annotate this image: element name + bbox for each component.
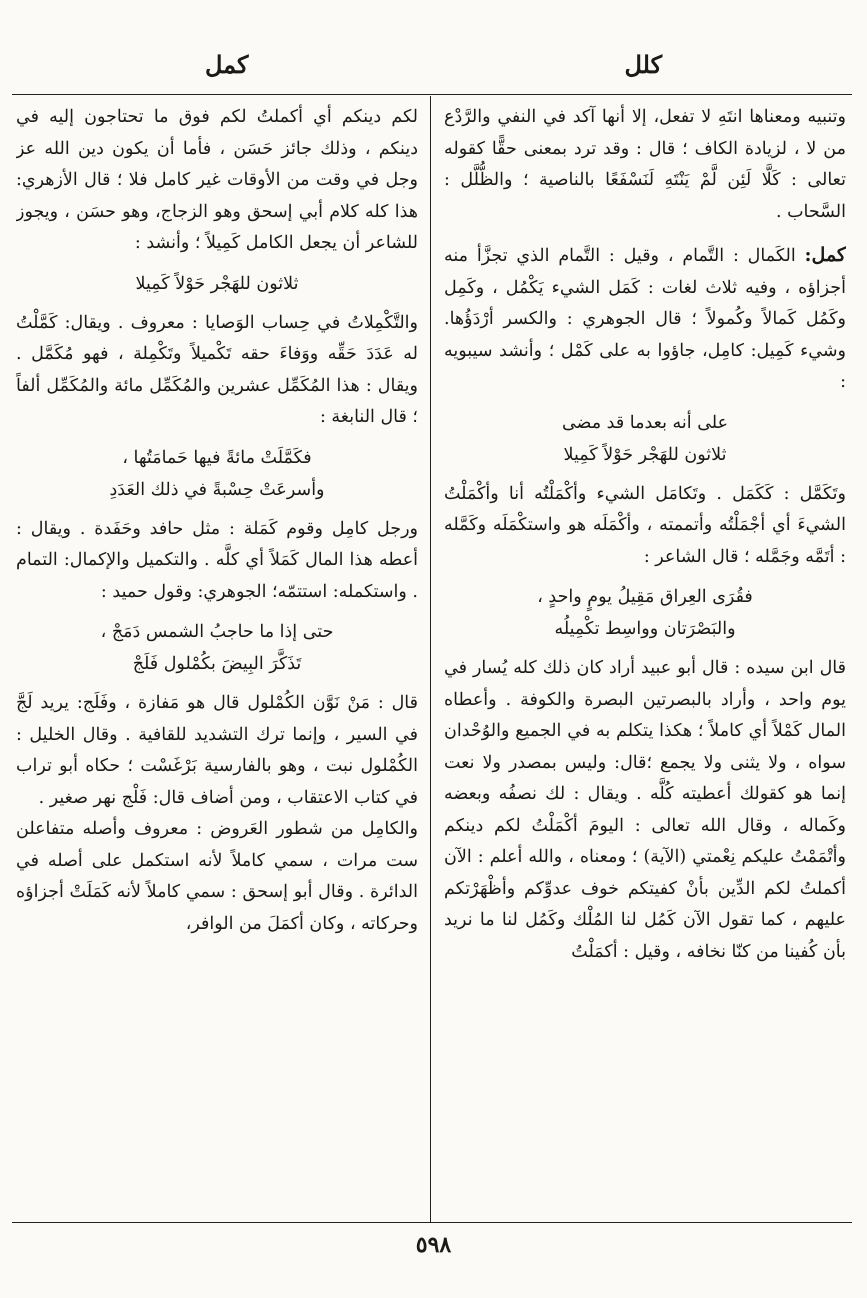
- paragraph: ورجل كامِل وقوم كَمَلة : مثل حافد وحَفَدة . ويقال : أعطه هذا المال كَمَلاً أي كلَّه . والتكميل والإكمال: التمام . واستكمله: استتمّه؛ الجوهري: وقول حميد :: [16, 518, 418, 602]
- verse-line: فكَمَّلَتْ مائةً فيها حَمامَتُها ،: [122, 447, 312, 468]
- paragraph: قال ابن سيده : قال أبو عبيد أراد كان ذلك كله يُسار في يوم واحد ، وأراد بالبصرتين البصرة والكوفة . وأعطاه المال كَمْلاً أي كاملاً ؛ هكذا يتكلم به في الجميع والوُحْدان سواه ، ولا يثنى ولا يجمع ؛قال: وليس بمصدر ولا نعت إنما هو كقولك أعطيته كُلَّه . ويقال : لك نصفُه وبعضه وكَماله ، وقال الله تعالى : اليومَ أكْمَلْتُ لكم دينكم وأتْمَمْتُ عليكم نِعْمتي (الآية) ؛ ومعناه ، والله أعلم : الآن أكملتُ لكم الدِّين بأنْ كفيتكم خوف عدوِّكم وأظْهَرْتكم عليهم ، كما تقول الآن كَمُل لنا المُلْك وكَمُل لنا ما نريد بأن كُفينا من كنّا نخافه ، وقيل : أكمَلْتُ: [444, 658, 846, 962]
- entry-paragraph: [444, 240, 846, 399]
- paragraph: والتَّكْمِلاتُ في حِساب الوَصايا : معروف . ويقال: كَمَّلْتُ له عَدَدَ حَقِّه ووَفاءَ حقه تَكْميلاً وتَكْمِلة ، فهو مُكَمَّل . ويقال : هذا المُكَمِّل عشرين والمُكَمِّل مائة والمُكَمِّل ألفاً ؛ قال النابغة :: [16, 312, 418, 427]
- paragraph: قال : مَنْ نَوَّن الكُمْلول قال هو مَفازة ، وفَلَج: يريد لَجَّ في السير ، وإنما ترك التشديد للقافية . وقال الخليل : الكُمْلول نبت ، وهو بالفارسية بَرْغَسْت ؛ حكاه أبو تراب في كتاب الاعتقاب ، ومن أضاف قال: فَلْج نهر صغير .: [16, 693, 418, 808]
- paragraph: وتنبيه ومعناها انتَهِ لا تفعل، إلا أنها آكد في النفي والرَّدْع من لا ، لزيادة الكاف ؛ قال : وقد ترد بمعنى حقًّا كقوله تعالى : كَلَّا لَئِن لَّمْ يَنْتَهِ لَنَسْفَعًا بالناصية ؛ والظُّلَّل : السَّحاب .: [444, 107, 846, 222]
- column-divider: [430, 96, 431, 1222]
- verse-line: على أنه بعدما قد مضى: [561, 412, 729, 433]
- right-column: [444, 102, 846, 1218]
- verse-block: [444, 407, 846, 471]
- footer-rule: [12, 1222, 852, 1223]
- verse-block: [16, 442, 418, 506]
- verse-line: والبَصْرَتان وواسِط تكْمِيلُه: [554, 619, 736, 639]
- paragraph: لكم دينكم أي أكملتُ لكم فوق ما تحتاجون إليه في دينكم ، وذلك جائز حَسَن ، فأما أن يكون دين الله عز وجل في وقت من الأوقات غير كامل فلا ؛ قال الأزهري: هذا كله كلام أبي إسحق وهو الزجاج، وهو حسَن ، ويجوز للشاعر أن يجعل الكامل كَمِيلاً ؛ وأنشد :: [16, 107, 418, 253]
- entry-text: الكَمال : التَّمام ، وقيل : التَّمام الذي تجزَّأ منه أجزاؤه ، وفيه ثلاث لغات : كَمَل الشيء يَكْمُل ، وكَمِل وكَمُل كَمالاً وكُمولاً ؛ قال الجوهري : والكسر أرْدَؤُها. وشيء كَمِيل: كامِل، جاؤوا به على كَمْل ؛ وأنشد سيبويه :: [444, 246, 846, 392]
- page-header: [0, 50, 867, 90]
- verse-block: [16, 616, 418, 680]
- verse-line: ثلاثون للهَجْر حَوْلاً كَمِيلا: [563, 444, 727, 465]
- paragraph: وتَكَمَّل : كَكَمَل . وتَكامَل الشيء وأكْمَلْتُه أنا وأكْمَلْتُ الشيءَ أي أجْمَلْتُه وأتممته ، وأكْمَلَه هو واستكْمَلَه وكَمَّله : أتَمَّه وجَمَّله ؛ قال الشاعر :: [444, 483, 846, 567]
- verse-block: [16, 268, 418, 300]
- verse-line: وأسرعَتْ حِسْبةً في ذلك العَدَدِ: [109, 479, 325, 500]
- page-number: ٥٩٨: [415, 1232, 452, 1258]
- entry-headword: كمل:: [804, 244, 846, 266]
- paragraph: والكامِل من شطور العَروض : معروف وأصله متفاعلن ست مرات ، سمي كاملاً لأنه استكمل على أصله في الدائرة . وقال أبو إسحق : سمي كاملاً لأنه كَمَلَتْ أجزاؤه وحركاته ، وكان أكمَلَ من الوافر،: [16, 819, 418, 934]
- verse-line: حتى إذا ما حاجبُ الشمس دَمَجْ ،: [100, 622, 334, 642]
- header-guide-word-left: كمل: [205, 50, 249, 79]
- header-rule: [12, 94, 852, 95]
- header-guide-word-right: كلل: [624, 50, 662, 79]
- verse-block: [444, 581, 846, 645]
- verse-line: فقُرَى العِراق مَقِيلُ يومٍ واحدٍ ،: [537, 587, 753, 607]
- verse-line: تَذَكَّرَ البِيضَ بكُمْلول فَلَجْ: [132, 654, 302, 674]
- left-column: [16, 102, 418, 1218]
- verse-line: ثلاثون للهَجْر حَوْلاً كَمِيلا: [135, 273, 299, 294]
